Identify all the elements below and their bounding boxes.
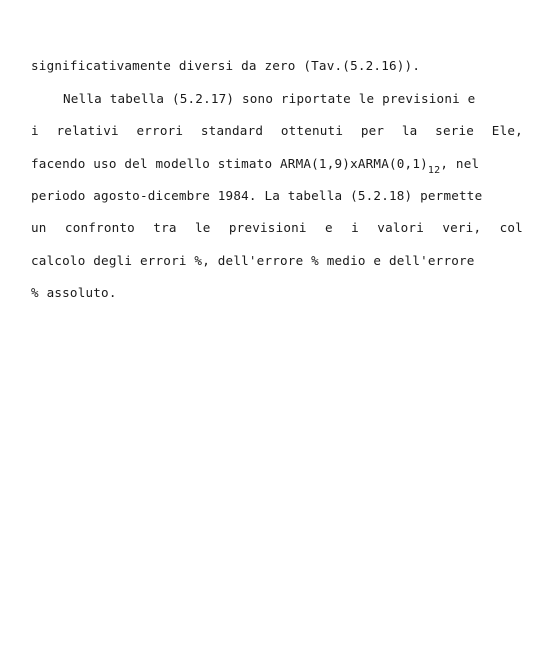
word: standard — [200, 123, 264, 138]
subscript-12: 12 — [427, 165, 441, 176]
line-8-text: % assoluto. — [31, 285, 117, 300]
line-2-text: Nella tabella (5.2.17) sono riportate le previsioni e — [63, 91, 476, 106]
word: Ele, — [491, 123, 523, 138]
word: relativi — [56, 123, 119, 138]
text-line-4 — [31, 156, 523, 174]
text-line-3 — [31, 123, 523, 139]
word: i — [351, 220, 359, 235]
word: confronto — [64, 220, 135, 235]
line-1-text: significativamente diversi da zero (Tav.(5.2.16)). — [31, 58, 421, 73]
word: tra — [153, 220, 177, 235]
line-7-text: calcolo degli errori %, dell'errore % medio e dell'errore — [31, 253, 475, 268]
word: serie — [435, 123, 475, 138]
text-line-2 — [31, 91, 523, 107]
word: un — [31, 220, 47, 235]
word: la — [401, 123, 418, 138]
text-line-8 — [31, 285, 523, 301]
word: previsioni — [228, 220, 307, 235]
text-line-7 — [31, 253, 523, 269]
word: per — [360, 123, 385, 138]
line-5-text: periodo agosto-dicembre 1984. La tabella (5.2.18) permette — [31, 188, 483, 203]
line-4-text: facendo uso del modello stimato ARMA(1,9)xARMA(0,1) — [31, 156, 428, 171]
text-line-5 — [31, 188, 523, 204]
text-line-1 — [31, 58, 523, 74]
word: i — [31, 123, 39, 138]
word: valori — [377, 220, 424, 235]
word: ottenuti — [280, 123, 344, 138]
word: le — [194, 220, 211, 235]
word: e — [325, 220, 333, 235]
document-page — [31, 0, 523, 670]
line-4-tail: , nel — [440, 156, 480, 171]
word: veri, — [442, 220, 482, 235]
word: errori — [136, 123, 184, 138]
text-line-6 — [31, 220, 523, 236]
word: col — [499, 220, 523, 235]
